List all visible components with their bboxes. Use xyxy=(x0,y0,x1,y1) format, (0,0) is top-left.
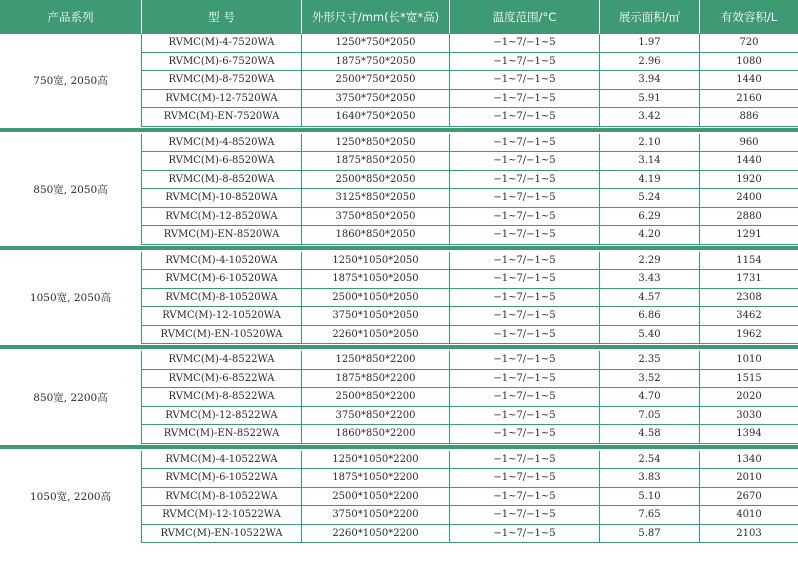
cell-volume: 2010 xyxy=(700,469,798,488)
table-row xyxy=(142,270,798,289)
table-row xyxy=(142,307,798,326)
cell-volume: 720 xyxy=(700,34,798,53)
cell-volume: 1340 xyxy=(700,451,798,470)
cell-temperature: −1~7/−1~5 xyxy=(450,208,600,227)
cell-volume: 3030 xyxy=(700,407,798,426)
table-row xyxy=(142,208,798,227)
table-row xyxy=(142,90,798,109)
series-group xyxy=(0,351,798,444)
cell-dimensions: 1640*750*2050 xyxy=(302,108,450,127)
table-row xyxy=(142,34,798,53)
cell-display-area: 2.54 xyxy=(600,451,700,470)
cell-dimensions: 2500*1050*2200 xyxy=(302,488,450,507)
table-row xyxy=(142,134,798,153)
cell-dimensions: 2500*750*2050 xyxy=(302,71,450,90)
cell-model: RVMC(M)-4-10520WA xyxy=(142,252,302,271)
cell-display-area: 5.10 xyxy=(600,488,700,507)
cell-dimensions: 3750*850*2050 xyxy=(302,208,450,227)
table-row xyxy=(142,108,798,127)
cell-model: RVMC(M)-6-8520WA xyxy=(142,152,302,171)
table-row xyxy=(142,469,798,488)
cell-display-area: 1.97 xyxy=(600,34,700,53)
header-series: 产品系列 xyxy=(0,0,142,34)
cell-display-area: 3.94 xyxy=(600,71,700,90)
cell-model: RVMC(M)-EN-8520WA xyxy=(142,226,302,245)
table-row xyxy=(142,226,798,245)
series-group xyxy=(0,252,798,345)
cell-display-area: 6.29 xyxy=(600,208,700,227)
table-row xyxy=(142,351,798,370)
cell-model: RVMC(M)-6-8522WA xyxy=(142,370,302,389)
cell-volume: 2160 xyxy=(700,90,798,109)
cell-volume: 1515 xyxy=(700,370,798,389)
cell-temperature: −1~7/−1~5 xyxy=(450,226,600,245)
cell-dimensions: 3750*850*2200 xyxy=(302,407,450,426)
series-label: 1050宽, 2050高 xyxy=(0,252,142,345)
cell-model: RVMC(M)-EN-7520WA xyxy=(142,108,302,127)
cell-volume: 960 xyxy=(700,134,798,153)
cell-dimensions: 2500*1050*2050 xyxy=(302,289,450,308)
cell-display-area: 4.20 xyxy=(600,226,700,245)
cell-volume: 1010 xyxy=(700,351,798,370)
cell-temperature: −1~7/−1~5 xyxy=(450,53,600,72)
cell-volume: 2670 xyxy=(700,488,798,507)
table-row xyxy=(142,388,798,407)
cell-model: RVMC(M)-4-8522WA xyxy=(142,351,302,370)
cell-display-area: 3.43 xyxy=(600,270,700,289)
table-row xyxy=(142,326,798,345)
group-separator xyxy=(0,128,798,132)
cell-temperature: −1~7/−1~5 xyxy=(450,506,600,525)
cell-model: RVMC(M)-12-10520WA xyxy=(142,307,302,326)
cell-dimensions: 2500*850*2200 xyxy=(302,388,450,407)
cell-model: RVMC(M)-8-10522WA xyxy=(142,488,302,507)
cell-temperature: −1~7/−1~5 xyxy=(450,189,600,208)
table-row xyxy=(142,407,798,426)
cell-display-area: 4.70 xyxy=(600,388,700,407)
cell-model: RVMC(M)-12-8520WA xyxy=(142,208,302,227)
cell-display-area: 5.87 xyxy=(600,525,700,544)
table-row xyxy=(142,451,798,470)
cell-display-area: 4.19 xyxy=(600,171,700,190)
cell-dimensions: 1250*750*2050 xyxy=(302,34,450,53)
series-group xyxy=(0,451,798,544)
cell-temperature: −1~7/−1~5 xyxy=(450,488,600,507)
cell-model: RVMC(M)-6-7520WA xyxy=(142,53,302,72)
cell-display-area: 2.35 xyxy=(600,351,700,370)
cell-display-area: 4.57 xyxy=(600,289,700,308)
cell-display-area: 3.83 xyxy=(600,469,700,488)
series-label: 750宽, 2050高 xyxy=(0,34,142,127)
cell-dimensions: 1875*1050*2050 xyxy=(302,270,450,289)
cell-temperature: −1~7/−1~5 xyxy=(450,34,600,53)
cell-volume: 3462 xyxy=(700,307,798,326)
cell-dimensions: 1250*1050*2050 xyxy=(302,252,450,271)
cell-dimensions: 3125*850*2050 xyxy=(302,189,450,208)
header-dimensions: 外形尺寸/mm(长*宽*高) xyxy=(302,0,450,34)
cell-temperature: −1~7/−1~5 xyxy=(450,152,600,171)
group-separator xyxy=(0,246,798,250)
table-row xyxy=(142,488,798,507)
cell-temperature: −1~7/−1~5 xyxy=(450,370,600,389)
cell-volume: 1291 xyxy=(700,226,798,245)
series-label: 850宽, 2050高 xyxy=(0,134,142,245)
table-row xyxy=(142,189,798,208)
table-row xyxy=(142,53,798,72)
cell-model: RVMC(M)-10-8520WA xyxy=(142,189,302,208)
cell-temperature: −1~7/−1~5 xyxy=(450,326,600,345)
cell-dimensions: 1250*1050*2200 xyxy=(302,451,450,470)
cell-temperature: −1~7/−1~5 xyxy=(450,171,600,190)
cell-dimensions: 3750*1050*2200 xyxy=(302,506,450,525)
cell-dimensions: 3750*750*2050 xyxy=(302,90,450,109)
cell-temperature: −1~7/−1~5 xyxy=(450,71,600,90)
cell-dimensions: 1860*850*2050 xyxy=(302,226,450,245)
cell-model: RVMC(M)-12-10522WA xyxy=(142,506,302,525)
cell-volume: 1731 xyxy=(700,270,798,289)
cell-volume: 1920 xyxy=(700,171,798,190)
table-row xyxy=(142,171,798,190)
cell-display-area: 5.40 xyxy=(600,326,700,345)
cell-temperature: −1~7/−1~5 xyxy=(450,425,600,444)
cell-dimensions: 1250*850*2200 xyxy=(302,351,450,370)
cell-model: RVMC(M)-12-7520WA xyxy=(142,90,302,109)
cell-temperature: −1~7/−1~5 xyxy=(450,351,600,370)
cell-model: RVMC(M)-12-8522WA xyxy=(142,407,302,426)
cell-volume: 2020 xyxy=(700,388,798,407)
cell-display-area: 5.24 xyxy=(600,189,700,208)
cell-volume: 886 xyxy=(700,108,798,127)
cell-model: RVMC(M)-6-10520WA xyxy=(142,270,302,289)
cell-temperature: −1~7/−1~5 xyxy=(450,307,600,326)
cell-volume: 1440 xyxy=(700,71,798,90)
cell-temperature: −1~7/−1~5 xyxy=(450,451,600,470)
cell-volume: 1440 xyxy=(700,152,798,171)
cell-temperature: −1~7/−1~5 xyxy=(450,108,600,127)
table-row xyxy=(142,152,798,171)
cell-model: RVMC(M)-EN-10522WA xyxy=(142,525,302,544)
group-separator xyxy=(0,445,798,449)
cell-temperature: −1~7/−1~5 xyxy=(450,252,600,271)
cell-display-area: 2.29 xyxy=(600,252,700,271)
table-row xyxy=(142,506,798,525)
cell-model: RVMC(M)-8-7520WA xyxy=(142,71,302,90)
table-row xyxy=(142,525,798,544)
header-volume: 有效容积/L xyxy=(700,0,798,34)
cell-display-area: 6.86 xyxy=(600,307,700,326)
cell-dimensions: 1860*850*2200 xyxy=(302,425,450,444)
table-row xyxy=(142,425,798,444)
cell-model: RVMC(M)-EN-8522WA xyxy=(142,425,302,444)
series-label: 1050宽, 2200高 xyxy=(0,451,142,544)
table-row xyxy=(142,252,798,271)
cell-volume: 2400 xyxy=(700,189,798,208)
cell-volume: 1962 xyxy=(700,326,798,345)
cell-model: RVMC(M)-8-8520WA xyxy=(142,171,302,190)
cell-temperature: −1~7/−1~5 xyxy=(450,407,600,426)
cell-display-area: 2.96 xyxy=(600,53,700,72)
cell-dimensions: 3750*1050*2050 xyxy=(302,307,450,326)
series-group xyxy=(0,134,798,245)
cell-temperature: −1~7/−1~5 xyxy=(450,525,600,544)
cell-volume: 2103 xyxy=(700,525,798,544)
table-row xyxy=(142,71,798,90)
cell-dimensions: 2260*1050*2050 xyxy=(302,326,450,345)
cell-volume: 1394 xyxy=(700,425,798,444)
cell-model: RVMC(M)-EN-10520WA xyxy=(142,326,302,345)
cell-dimensions: 1875*1050*2200 xyxy=(302,469,450,488)
cell-temperature: −1~7/−1~5 xyxy=(450,90,600,109)
header-display-area: 展示面积/㎡ xyxy=(600,0,700,34)
cell-dimensions: 1875*850*2200 xyxy=(302,370,450,389)
cell-model: RVMC(M)-4-10522WA xyxy=(142,451,302,470)
cell-model: RVMC(M)-8-10520WA xyxy=(142,289,302,308)
cell-temperature: −1~7/−1~5 xyxy=(450,388,600,407)
header-model: 型 号 xyxy=(142,0,302,34)
cell-volume: 4010 xyxy=(700,506,798,525)
cell-display-area: 2.10 xyxy=(600,134,700,153)
cell-dimensions: 2260*1050*2200 xyxy=(302,525,450,544)
cell-volume: 1154 xyxy=(700,252,798,271)
cell-model: RVMC(M)-4-8520WA xyxy=(142,134,302,153)
cell-display-area: 3.52 xyxy=(600,370,700,389)
cell-display-area: 7.65 xyxy=(600,506,700,525)
cell-volume: 2880 xyxy=(700,208,798,227)
series-group xyxy=(0,34,798,127)
cell-model: RVMC(M)-4-7520WA xyxy=(142,34,302,53)
cell-display-area: 5.91 xyxy=(600,90,700,109)
cell-dimensions: 1875*850*2050 xyxy=(302,152,450,171)
cell-dimensions: 2500*850*2050 xyxy=(302,171,450,190)
cell-temperature: −1~7/−1~5 xyxy=(450,270,600,289)
cell-dimensions: 1250*850*2050 xyxy=(302,134,450,153)
cell-display-area: 4.58 xyxy=(600,425,700,444)
cell-display-area: 7.05 xyxy=(600,407,700,426)
cell-temperature: −1~7/−1~5 xyxy=(450,289,600,308)
cell-volume: 1080 xyxy=(700,53,798,72)
cell-model: RVMC(M)-6-10522WA xyxy=(142,469,302,488)
cell-temperature: −1~7/−1~5 xyxy=(450,134,600,153)
table-row xyxy=(142,289,798,308)
header-temperature: 温度范围/°C xyxy=(450,0,600,34)
cell-display-area: 3.42 xyxy=(600,108,700,127)
cell-dimensions: 1875*750*2050 xyxy=(302,53,450,72)
group-separator xyxy=(0,345,798,349)
cell-temperature: −1~7/−1~5 xyxy=(450,469,600,488)
cell-volume: 2308 xyxy=(700,289,798,308)
series-label: 850宽, 2200高 xyxy=(0,351,142,444)
cell-model: RVMC(M)-8-8522WA xyxy=(142,388,302,407)
table-row xyxy=(142,370,798,389)
cell-display-area: 3.14 xyxy=(600,152,700,171)
